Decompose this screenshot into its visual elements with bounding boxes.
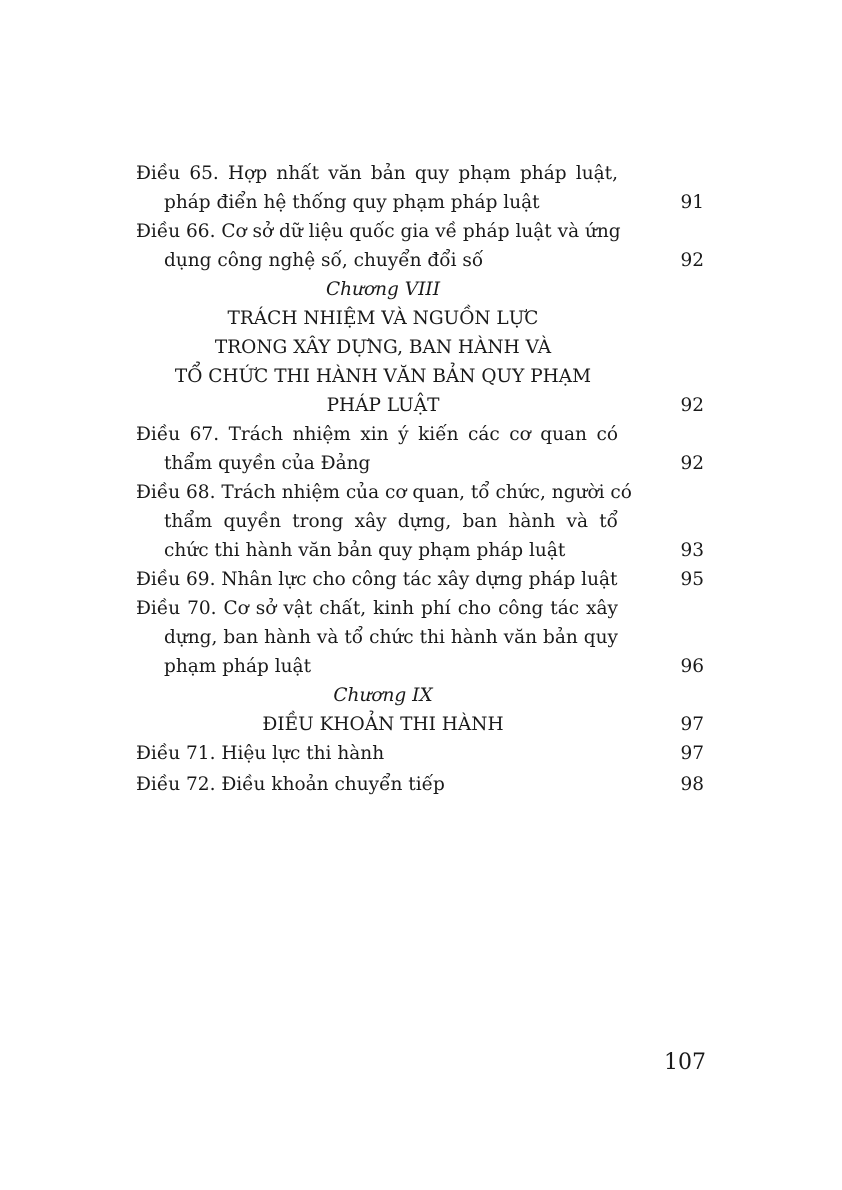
toc-entry-67-page: 92 bbox=[680, 453, 704, 474]
toc-entry-69-line1: Điều 69. Nhân lực cho công tác xây dựng pháp luật bbox=[136, 569, 618, 590]
toc-entry-71-line1: Điều 71. Hiệu lực thi hành bbox=[136, 743, 385, 764]
chapter-9-title: ĐIỀU KHOẢN THI HÀNH bbox=[262, 714, 504, 735]
toc-entry-68-page: 93 bbox=[680, 540, 704, 561]
toc-entry-68-line3: chức thi hành văn bản quy phạm pháp luật bbox=[164, 540, 566, 561]
toc-entry-67-line1: Điều 67. Trách nhiệm xin ý kiến các cơ quan có bbox=[136, 424, 618, 445]
toc-entry-66-page: 92 bbox=[680, 250, 704, 271]
toc-entry-65-line2: pháp điển hệ thống quy phạm pháp luật bbox=[164, 192, 540, 213]
chapter-9-page: 97 bbox=[680, 714, 704, 735]
toc-entry-70-line1: Điều 70. Cơ sở vật chất, kinh phí cho công tác xây bbox=[136, 598, 618, 619]
page-number: 107 bbox=[664, 1050, 706, 1075]
chapter-8-title-line2: TRONG XÂY DỰNG, BAN HÀNH VÀ bbox=[214, 337, 552, 358]
toc-entry-66-line1: Điều 66. Cơ sở dữ liệu quốc gia về pháp luật và ứng bbox=[136, 221, 621, 242]
toc-entry-69-page: 95 bbox=[680, 569, 704, 590]
toc-entry-71-page: 97 bbox=[680, 743, 704, 764]
chapter-9-label: Chương IX bbox=[333, 685, 433, 706]
toc-entry-70-line3: phạm pháp luật bbox=[164, 656, 312, 677]
toc-entry-72-line1: Điều 72. Điều khoản chuyển tiếp bbox=[136, 774, 445, 795]
chapter-8-title-line4: PHÁP LUẬT bbox=[326, 395, 440, 416]
toc-entry-65-line1: Điều 65. Hợp nhất văn bản quy phạm pháp luật, bbox=[136, 163, 618, 184]
toc-entry-68-line1: Điều 68. Trách nhiệm của cơ quan, tổ chức, người có bbox=[136, 482, 632, 503]
toc-entry-70-page: 96 bbox=[680, 656, 704, 677]
toc-entry-70-line2: dựng, ban hành và tổ chức thi hành văn bản quy bbox=[164, 627, 618, 648]
chapter-8-title-line3: TỔ CHỨC THI HÀNH VĂN BẢN QUY PHẠM bbox=[174, 366, 592, 387]
chapter-8-title-line1: TRÁCH NHIỆM VÀ NGUỒN LỰC bbox=[227, 308, 539, 329]
toc-entry-72-page: 98 bbox=[680, 774, 704, 795]
toc-entry-67-line2: thẩm quyền của Đảng bbox=[164, 453, 371, 474]
toc-entry-68-line2: thẩm quyền trong xây dựng, ban hành và tổ bbox=[164, 511, 618, 532]
chapter-8-label: Chương VIII bbox=[325, 279, 441, 300]
toc-entry-65-page: 91 bbox=[680, 192, 704, 213]
toc-entry-66-line2: dụng công nghệ số, chuyển đổi số bbox=[164, 250, 484, 271]
chapter-8-page: 92 bbox=[680, 395, 704, 416]
